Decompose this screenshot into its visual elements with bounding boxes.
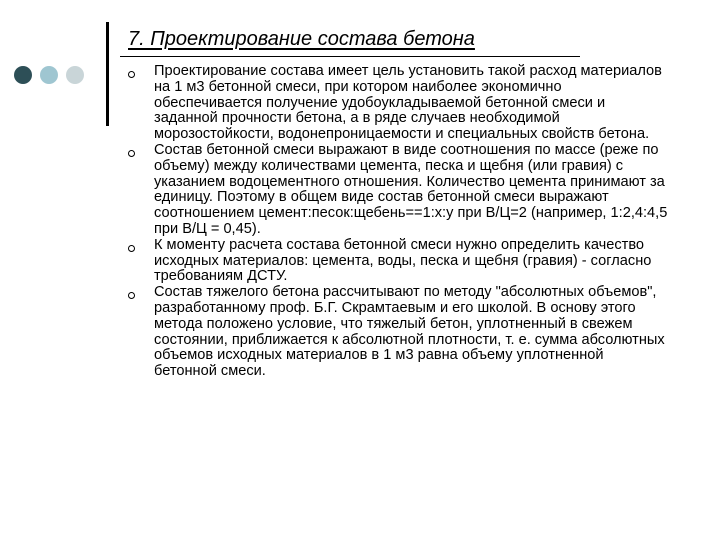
dot-light-icon bbox=[66, 66, 84, 84]
bullet-item bbox=[128, 64, 668, 143]
bullet-item bbox=[128, 285, 668, 380]
bullet-item bbox=[128, 238, 668, 285]
bullet-text: Проектирование состава имеет цель установить такой расход материалов на 1 м3 бетонной смеси, при котором наиболее экономично обеспечивается получение удобоукладываемой бетонной смеси и заданной прочности бетона, а в ряде случаев необходимой морозостойкости, водонепроницаемости и специальных свойств бетона. bbox=[154, 63, 662, 143]
bullet-ring-icon bbox=[128, 292, 135, 299]
bullet-ring-icon bbox=[128, 245, 135, 252]
decorative-dots bbox=[14, 66, 84, 84]
bullet-ring-icon bbox=[128, 71, 135, 78]
bullet-list bbox=[128, 64, 668, 380]
dot-light-icon bbox=[40, 66, 58, 84]
bullet-ring-icon bbox=[128, 150, 135, 157]
slide-title: 7. Проектирование состава бетона bbox=[128, 28, 475, 50]
dot-dark-icon bbox=[14, 66, 32, 84]
bullet-text: Состав тяжелого бетона рассчитывают по методу "абсолютных объемов", разработанному проф. Б.Г. Скрамтаевым и его школой. В основу этого метода положено условие, что тяжелый бетон, уплотненный в свежем состоянии, приближается к абсолютной плотности, т. е. сумма абсолютных объемов исходных материалов в 1 м3 равна объему уплотненной бетонной смеси. bbox=[154, 284, 665, 380]
bullet-text: К моменту расчета состава бетонной смеси нужно определить качество исходных материалов: цемента, воды, песка и щебня (гравия) - согласно требованиям ДСТУ. bbox=[154, 236, 652, 285]
bullet-text: Состав бетонной смеси выражают в виде соотношения по массе (реже по объему) между количествами цемента, песка и щебня (или гравия) с указанием водоцементного отношения. Количество цемента принимают за единицу. Поэтому в общем виде состав бетонной смеси выражают соотношением цемент:песок:щебень==1:х:у при В/Ц=2 (например, 1:2,4:4,5 при В/Ц = 0,45). bbox=[154, 141, 668, 237]
bullet-item bbox=[128, 143, 668, 238]
title-underline bbox=[120, 56, 580, 57]
vertical-divider bbox=[106, 22, 109, 126]
